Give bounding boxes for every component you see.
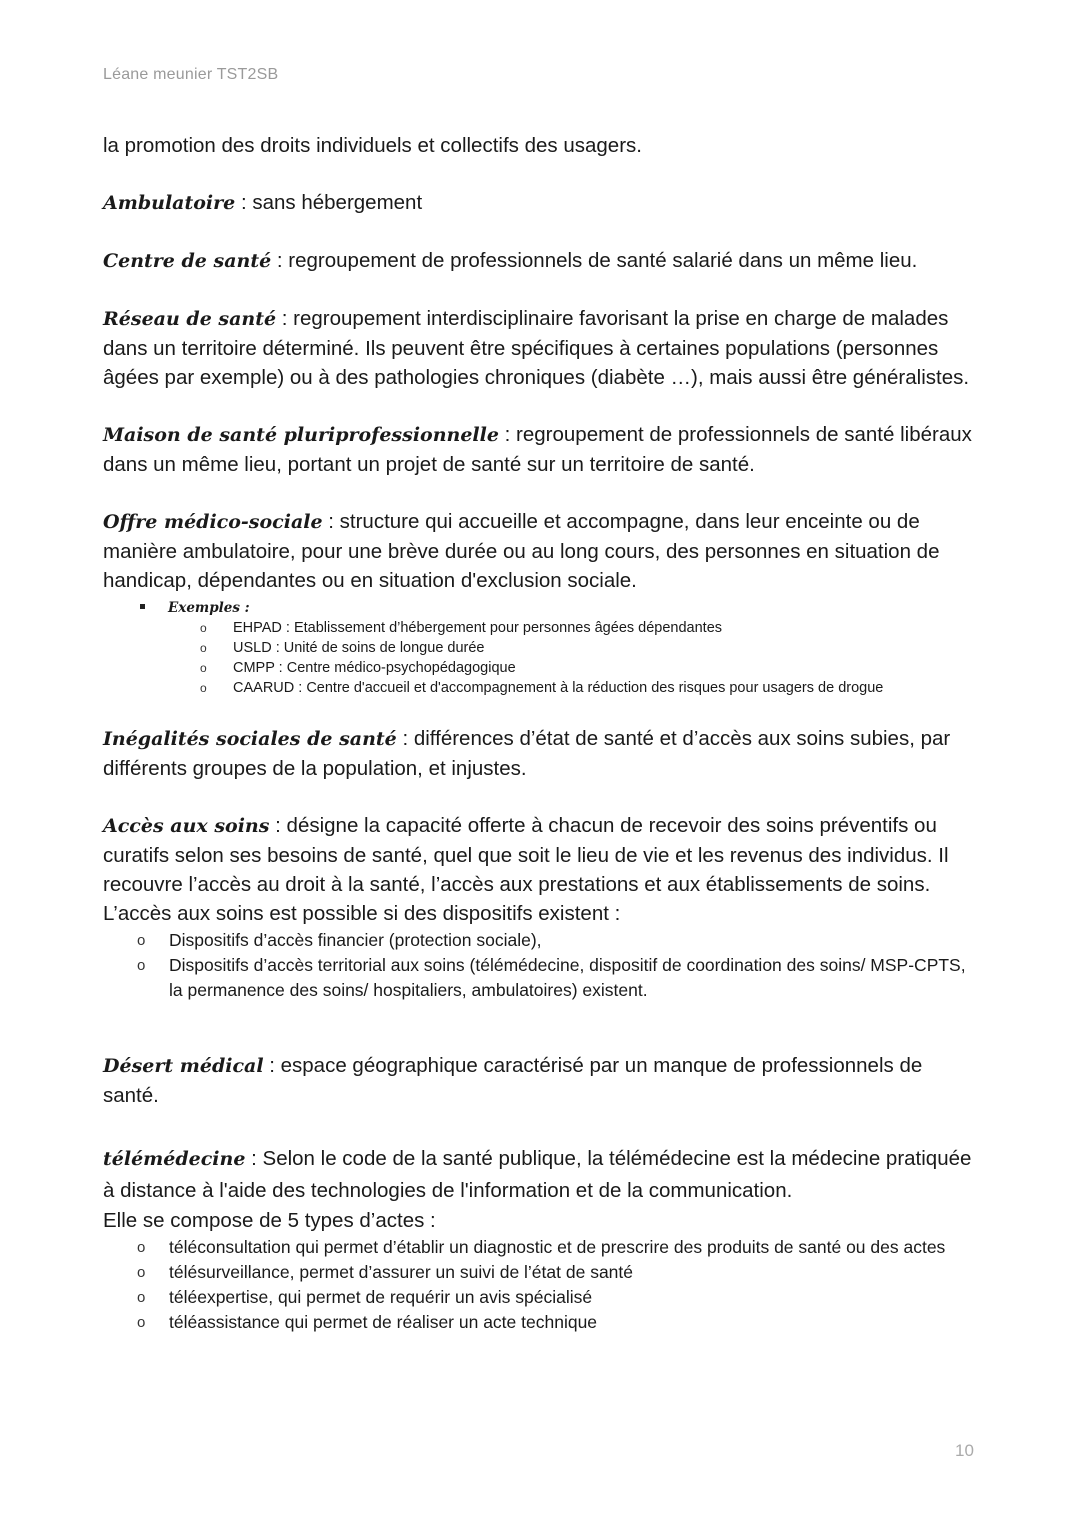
definition-centre-sante bbox=[103, 246, 983, 276]
list-item: o télésurveillance, permet d’assurer un suivi de l’état de santé bbox=[103, 1260, 983, 1285]
term-label: Offre médico-sociale bbox=[103, 511, 323, 533]
definition-text: : différences d’état de santé et d’accès aux soins subies, par différents groupes de la population, et injustes. bbox=[103, 727, 951, 780]
circle-bullet-icon: o bbox=[137, 1239, 146, 1256]
examples-list bbox=[103, 618, 983, 698]
circle-bullet-icon: o bbox=[137, 957, 146, 974]
definition-desert-medical bbox=[103, 1051, 983, 1110]
definition-inegalites bbox=[103, 724, 983, 783]
list-item: o EHPAD : Etablissement d’hébergement pour personnes âgées dépendantes bbox=[200, 620, 723, 636]
definition-reseau-sante bbox=[103, 304, 983, 392]
list-item: o CAARUD : Centre d'accueil et d'accompagnement à la réduction des risques pour usagers de drogue bbox=[200, 680, 884, 696]
definition-maison-sante bbox=[103, 420, 983, 479]
list-item: o Dispositifs d’accès financier (protection sociale), bbox=[103, 928, 983, 953]
circle-bullet-icon: o bbox=[200, 681, 207, 695]
definition-text: : espace géographique caractérisé par un manque de professionnels de santé. bbox=[103, 1054, 923, 1107]
term-label: Centre de santé bbox=[103, 250, 272, 272]
definition-ambulatoire bbox=[103, 188, 983, 218]
circle-bullet-icon: o bbox=[200, 621, 207, 635]
definition-text: : structure qui accueille et accompagne, dans leur enceinte ou de manière ambulatoire, pour une brève durée ou au long cours, des personnes en situation de handicap, dépendantes ou en situation d'exclusion sociale. bbox=[103, 510, 940, 592]
term-label: télémédecine bbox=[103, 1148, 246, 1170]
list-item: o téléconsultation qui permet d’établir un diagnostic et de prescrire des produits de santé ou des actes bbox=[103, 1235, 983, 1260]
list-item: o téléexpertise, qui permet de requérir un avis spécialisé bbox=[103, 1285, 983, 1310]
circle-bullet-icon: o bbox=[200, 661, 207, 675]
term-label: Désert médical bbox=[103, 1055, 264, 1077]
list-item: o CMPP : Centre médico-psychopédagogique bbox=[200, 660, 516, 676]
definition-text: : regroupement de professionnels de santé salarié dans un même lieu. bbox=[271, 249, 918, 272]
definition-text: : regroupement de professionnels de santé libéraux dans un même lieu, portant un projet de santé sur un territoire de santé. bbox=[103, 423, 972, 476]
page-header-author: Léane meunier TST2SB bbox=[103, 66, 279, 83]
definition-text: : sans hébergement bbox=[235, 191, 423, 214]
term-label: Maison de santé pluriprofessionnelle bbox=[103, 424, 499, 446]
list-item: o téléassistance qui permet de réaliser un acte technique bbox=[103, 1310, 983, 1335]
term-label: Accès aux soins bbox=[103, 815, 270, 837]
circle-bullet-icon: o bbox=[137, 932, 146, 949]
page-number: 10 bbox=[955, 1441, 974, 1460]
examples-label: Exemples : bbox=[168, 600, 250, 616]
telemedecine-intro: Elle se compose de 5 types d’actes : bbox=[103, 1209, 436, 1232]
definition-text: : Selon le code de la santé publique, la télémédecine est la médecine pratiquée à distance à l'aide des technologies de l'information et de la communication. bbox=[103, 1147, 972, 1202]
list-item: o Dispositifs d’accès territorial aux soins (télémédecine, dispositif de coordination des soins/ MSP-CPTS, la permanence des soins/ hospitaliers, ambulatoires) existent. bbox=[137, 955, 966, 1000]
circle-bullet-icon: o bbox=[137, 1314, 146, 1331]
term-label: Réseau de santé bbox=[103, 308, 277, 330]
definition-acces-soins bbox=[103, 811, 983, 899]
square-bullet-icon bbox=[140, 604, 145, 609]
definition-text: : regroupement interdisciplinaire favorisant la prise en charge de malades dans un territoire déterminé. Ils peuvent être spécifiques à certaines populations (personnes âgées par exemple) ou à des pathologies chroniques (diabète …), mais aussi être généralistes. bbox=[103, 307, 970, 389]
list-item: o USLD : Unité de soins de longue durée bbox=[200, 640, 485, 656]
term-label: Inégalités sociales de santé bbox=[103, 728, 397, 750]
definition-offre-medico-sociale bbox=[103, 507, 983, 595]
intro-line: la promotion des droits individuels et collectifs des usagers. bbox=[103, 134, 642, 157]
definition-text: : désigne la capacité offerte à chacun de recevoir des soins préventifs ou curatifs selon ses besoins de santé, quel que soit le lieu de vie et les revenus des individus. Il recouvre l’accès au droit à la santé, l’accès aux prestations et aux établissements de soins. bbox=[103, 814, 949, 896]
term-label: Ambulatoire bbox=[103, 192, 236, 214]
page-content bbox=[103, 131, 983, 1335]
circle-bullet-icon: o bbox=[137, 1264, 146, 1281]
circle-bullet-icon: o bbox=[200, 641, 207, 655]
circle-bullet-icon: o bbox=[137, 1289, 146, 1306]
definition-telemedecine bbox=[103, 1143, 983, 1206]
examples-heading bbox=[103, 597, 983, 618]
acces-soins-intro: L’accès aux soins est possible si des dispositifs existent : bbox=[103, 902, 621, 925]
